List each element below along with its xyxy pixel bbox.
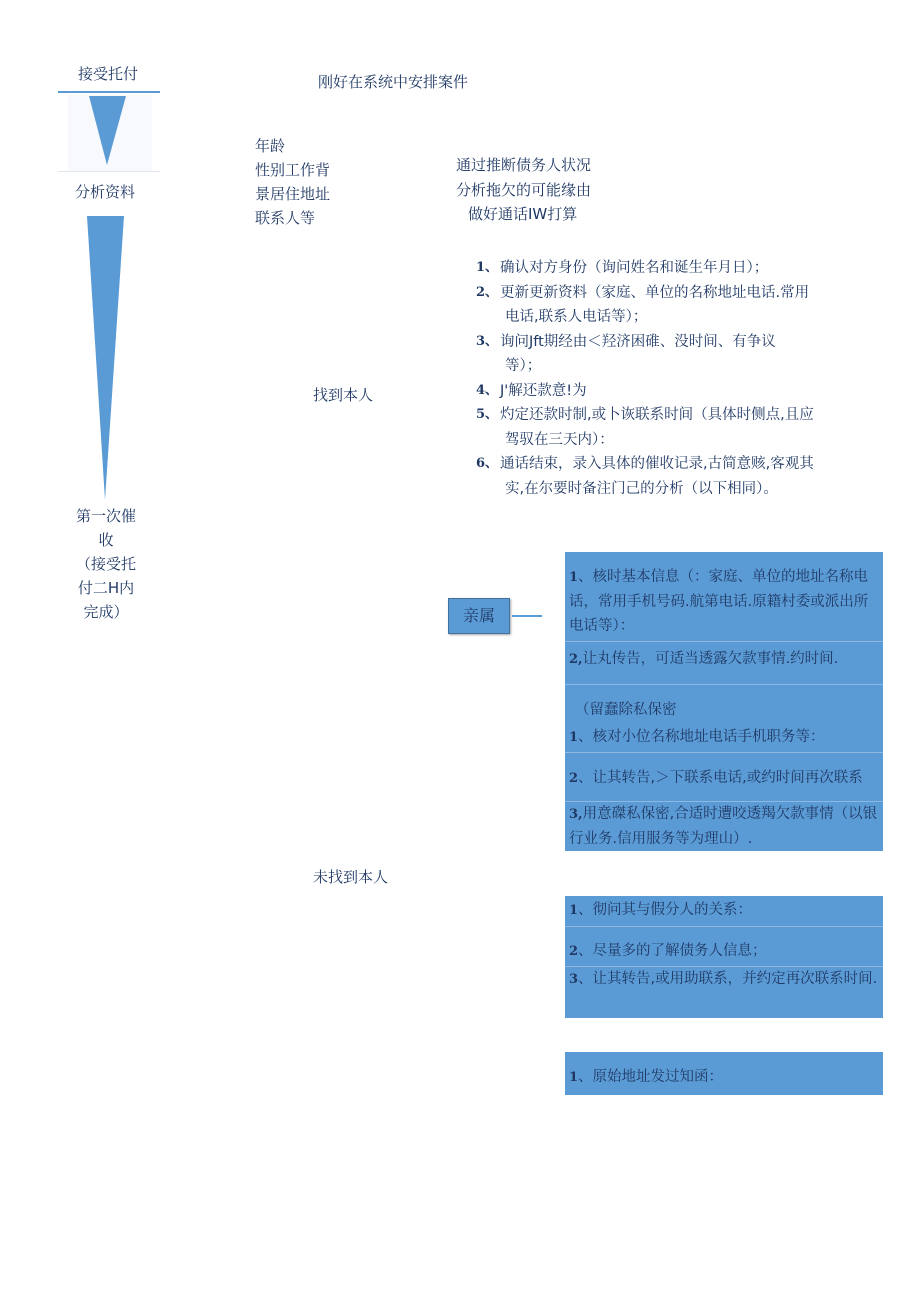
found-step: 4、 J'解还款意!为 bbox=[476, 382, 587, 399]
step-first-collection bbox=[56, 504, 156, 624]
data-field: 年龄 bbox=[255, 137, 286, 155]
relative-connector bbox=[512, 615, 542, 617]
address-item: 1、原始地址发过知函： bbox=[569, 1069, 724, 1085]
address-letter-box bbox=[565, 1052, 883, 1095]
relative-contact-box bbox=[565, 552, 883, 724]
analysis-line: 做好通话IW打算 bbox=[468, 205, 578, 223]
found-step: 2、 更新更新资料（家庭、单位的名称地址电话.常用 电话,联系人电话等）； bbox=[476, 284, 810, 325]
other-item: 3、让其转告,或用助联系，并约定再次联系时间. bbox=[565, 966, 883, 1018]
step-first-line: 第一次催 bbox=[75, 507, 136, 525]
analysis-line: 通过推断债务人状况 bbox=[456, 156, 592, 174]
funnel-large-triangle bbox=[87, 216, 124, 500]
workplace-item: 2、让其转告,＞下联系电话,或约时间再次联系 bbox=[565, 752, 883, 801]
found-step: 6、 通话结束，录入具体的催收记录,古简意赅,客观其 实,在尔要时备注门己的分析（以下相同）。 bbox=[476, 456, 814, 497]
funnel-small bbox=[60, 93, 160, 175]
other-item: 2、尽量多的了解债务人信息； bbox=[565, 926, 883, 966]
step-analyze-data: 分析资料 bbox=[74, 183, 135, 201]
workplace-item: 3,用意磔私保密,合适时遭咬透羯欠款事情（以银行业务.信用服务等为理山）. bbox=[565, 801, 883, 851]
other-contact-box bbox=[565, 896, 883, 1018]
found-steps-list bbox=[476, 256, 836, 501]
relative-tag: 亲属 bbox=[448, 598, 510, 634]
relative-item: （留蠢除私保密 bbox=[565, 684, 883, 724]
step-first-line: 完成） bbox=[83, 603, 129, 621]
branch-found-debtor: 找到本人 bbox=[313, 386, 374, 404]
step-first-line: 收 bbox=[98, 531, 114, 549]
branch-not-found-debtor: 未找到本人 bbox=[313, 868, 389, 886]
data-field: 景居住地址 bbox=[255, 185, 331, 203]
found-step: 3、 询问Jft期经由＜羟济困碓、没时间、有争议 等）； bbox=[476, 333, 776, 374]
system-note: 刚好在系统中安排案件 bbox=[318, 73, 469, 91]
relative-item: 1、核时基本信息（：家庭、单位的地址名称电话，常用手机号码.航第电话.原籍村委或派出所电话等）： bbox=[569, 569, 869, 634]
analysis-notes bbox=[456, 153, 591, 227]
data-field: 性别工作背 bbox=[255, 161, 331, 179]
analysis-line: 分析拖欠的可能缘由 bbox=[456, 180, 592, 199]
step-divider-thin bbox=[58, 171, 160, 172]
data-fields bbox=[255, 134, 330, 230]
step-first-line: 付二H内 bbox=[77, 579, 135, 597]
funnel-large bbox=[82, 214, 128, 504]
step-accept-commission: 接受托付 bbox=[77, 65, 138, 83]
found-step: 1、 确认对方身份（询问姓名和诞生年月日）； bbox=[476, 260, 769, 276]
workplace-contact-box bbox=[565, 724, 883, 851]
found-step: 5、 灼定还款时制,或卜诙联系时间（具体时侧点,且应 驾驭在三天内）： bbox=[476, 407, 814, 448]
workplace-item: 1、核对小位名称地址电话手机职务等： bbox=[569, 729, 825, 745]
other-item: 1、彻问其与假分人的关系： bbox=[569, 902, 753, 918]
step-first-line: （接受托 bbox=[75, 555, 136, 573]
relative-item: 2,让丸传告，可适当透露欠款事情.约时间. bbox=[565, 641, 883, 684]
data-field: 联系人等 bbox=[255, 209, 316, 227]
